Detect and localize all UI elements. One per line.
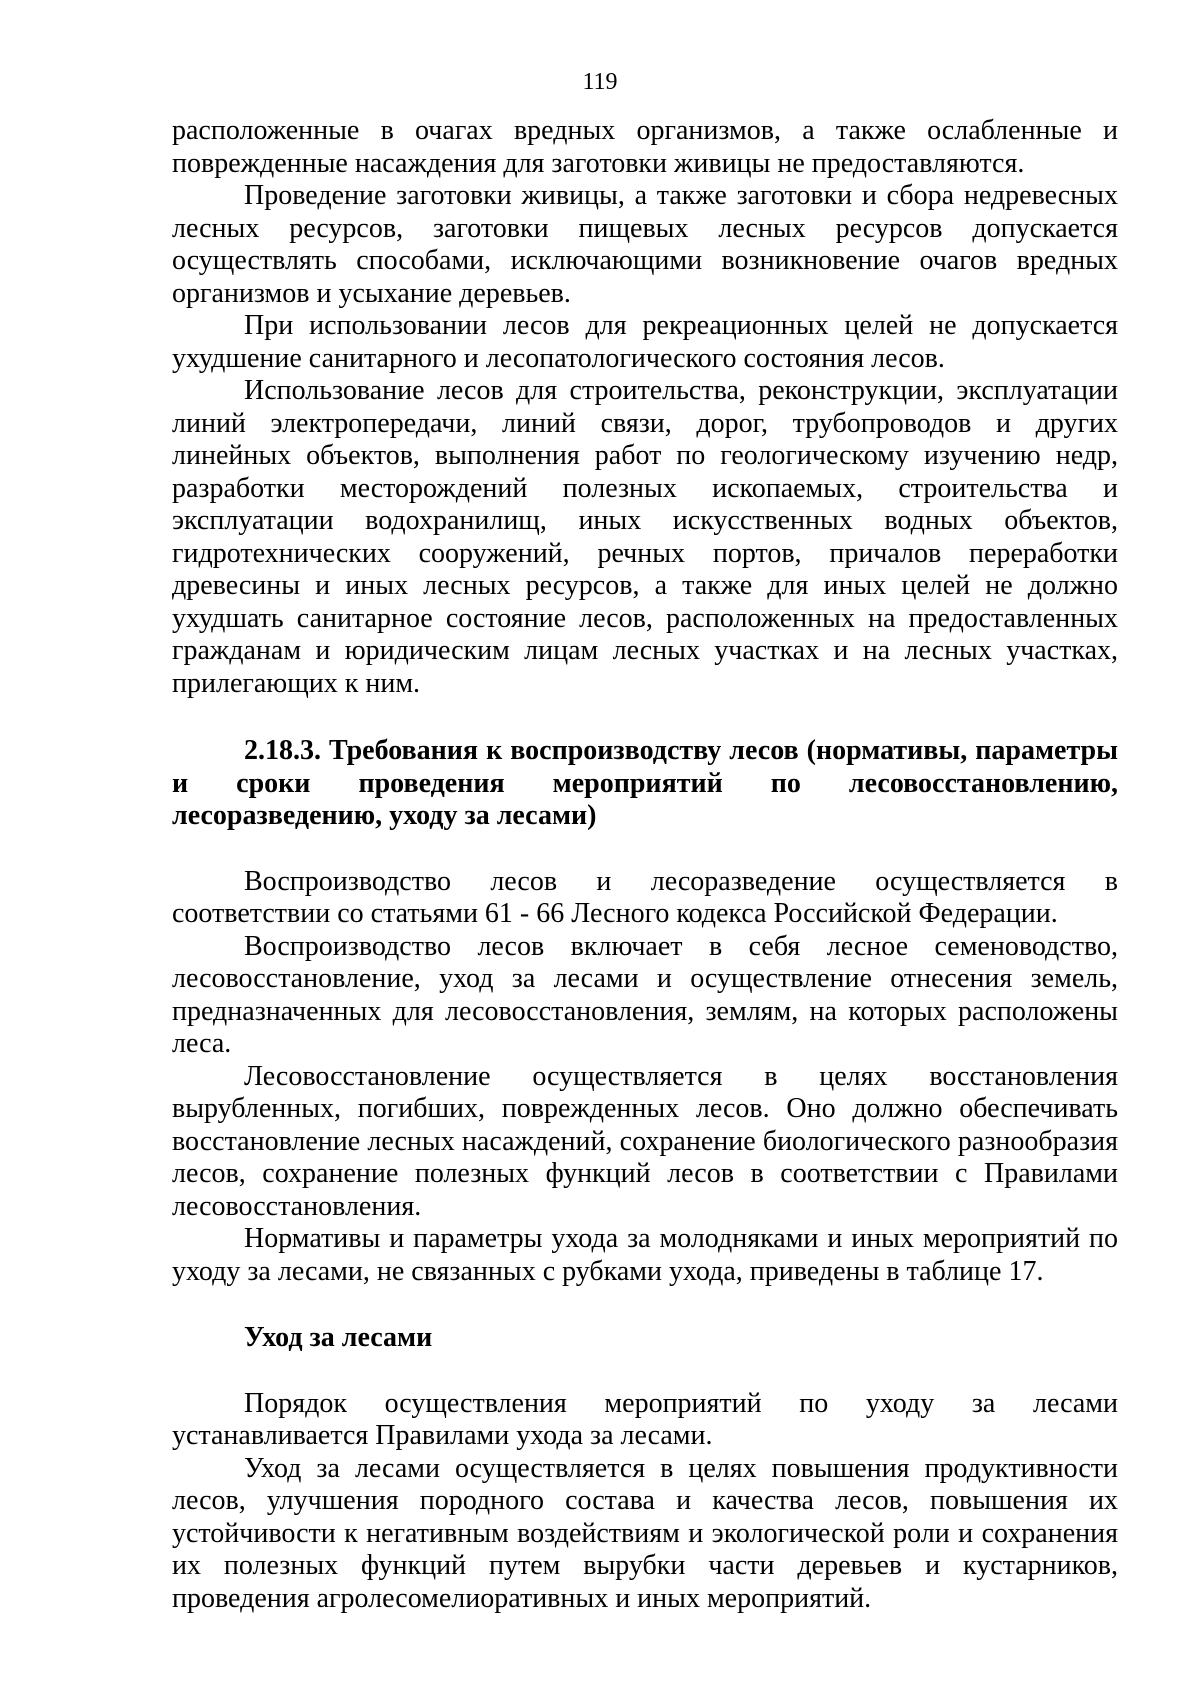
page-number: 119 [582, 69, 618, 95]
document-body [172, 115, 1118, 1615]
paragraph: Лесовосстановление осуществляется в целях восстановления вырубленных, погибших, поврежденных лесов. Оно должно обеспечивать восстановление лесных насаждений, сохранение биологического разнообразия лесов, сохранение полезных функций лесов в соответствии с Правилами лесовосстановления. [172, 1060, 1118, 1222]
paragraph: Воспроизводство лесов включает в себя лесное семеноводство, лесовосстановление, уход за лесами и осуществление отнесения земель, предназначенных для лесовосстановления, землям, на которых расположены леса. [172, 930, 1118, 1059]
paragraph: Уход за лесами осуществляется в целях повышения продуктивности лесов, улучшения породного состава и качества лесов, повышения их устойчивости к негативным воздействиям и экологической роли и сохранения их полезных функций путем вырубки части деревьев и кустарников, проведения агролесомелиоративных и иных мероприятий. [172, 1452, 1118, 1614]
paragraph: Воспроизводство лесов и лесоразведение осуществляется в соответствии со статьями 61 - 66 Лесного кодекса Российской Федерации. [172, 865, 1118, 929]
section-heading: 2.18.3. Требования к воспроизводству лесов (нормативы, параметры и сроки проведения мероприятий по лесовосстановлению, лесоразведению, уходу за лесами) [172, 735, 1118, 831]
paragraph: Порядок осуществления мероприятий по уходу за лесами устанавливается Правилами ухода за лесами. [172, 1387, 1118, 1451]
paragraph: При использовании лесов для рекреационных целей не допускается ухудшение санитарного и лесопатологического состояния лесов. [172, 310, 1118, 374]
paragraph: Нормативы и параметры ухода за молодняками и иных мероприятий по уходу за лесами, не связанных с рубками ухода, приведены в таблице 17. [172, 1223, 1118, 1287]
paragraph: Использование лесов для строительства, реконструкции, эксплуатации линий электропередачи, линий связи, дорог, трубопроводов и других линейных объектов, выполнения работ по геологическому изучению недр, разработки месторождений полезных ископаемых, строительства и эксплуатации водохранилищ, иных искусственных водных объектов, гидротехнических сооружений, речных портов, причалов переработки древесины и иных лесных ресурсов, а также для иных целей не должно ухудшать санитарное состояние лесов, расположенных на предоставленных гражданам и юридическим лицам лесных участках и на лесных участках, прилегающих к ним. [172, 375, 1118, 699]
paragraph-continuation: расположенные в очагах вредных организмов, а также ослабленные и поврежденные насаждения для заготовки живицы не предоставляются. [172, 115, 1118, 179]
paragraph: Проведение заготовки живицы, а также заготовки и сбора недревесных лесных ресурсов, заготовки пищевых лесных ресурсов допускается осуществлять способами, исключающими возникновение очагов вредных организмов и усыхание деревьев. [172, 180, 1118, 309]
subsection-heading: Уход за лесами [244, 1322, 433, 1353]
